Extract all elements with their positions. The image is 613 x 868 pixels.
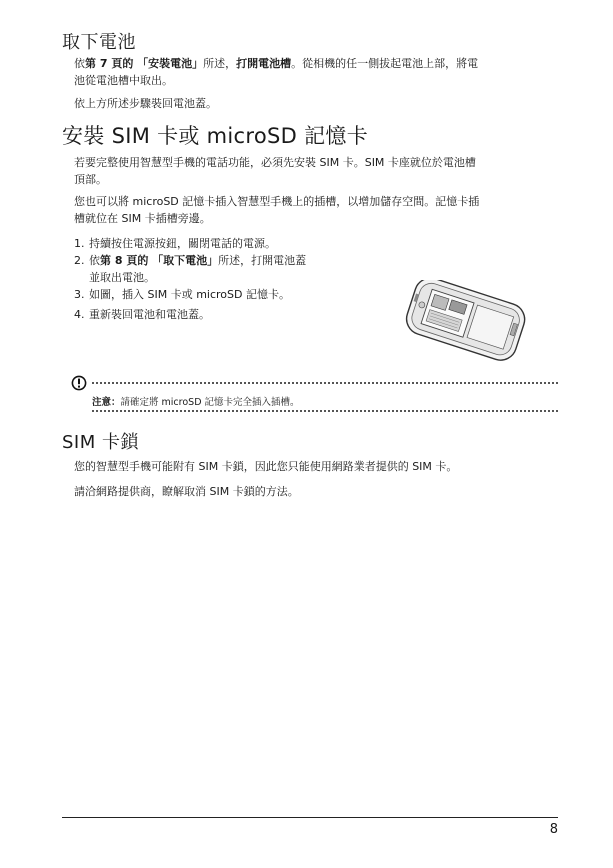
section-title-remove-battery: 取下電池	[62, 32, 136, 53]
paragraph-sim-lock-contact: 請洽網路提供商，瞭解取消 SIM 卡鎖的方法。	[74, 485, 299, 498]
paragraph-sim-lock: 您的智慧型手機可能附有 SIM 卡鎖，因此您只能使用網路業者提供的 SIM 卡。	[74, 460, 458, 473]
note-divider-top	[92, 382, 558, 384]
note-text: 注意：請確定將 microSD 記憶卡完全插入插槽。	[92, 397, 300, 408]
list-item-step-2: 2. 依第 8 頁的 「取下電池」所述，打開電池蓋 並取出電池。	[74, 254, 307, 284]
footer-divider	[62, 817, 558, 818]
list-item-step-3: 3. 如圖，插入 SIM 卡或 microSD 記憶卡。	[74, 288, 290, 301]
note-label: 注意：	[92, 397, 121, 408]
paragraph-remove-battery: 依第 7 頁的 「安裝電池」所述，打開電池槽。從相機的任一側拔起電池上部，將電 池從電池槽中取出。	[74, 57, 479, 87]
paragraph-sim-intro: 若要完整使用智慧型手機的電話功能，必須先安裝 SIM 卡。SIM 卡座就位於電池槽 頂部。	[74, 156, 476, 186]
cross-reference: 第 8 頁的 「取下電池」	[100, 254, 219, 267]
note-divider-bottom	[92, 410, 558, 412]
page-number: 8	[549, 822, 558, 837]
paragraph-replace-cover: 依上方所述步驟裝回電池蓋。	[74, 97, 217, 110]
cross-reference: 第 7 頁的 「安裝電池」	[85, 57, 204, 70]
list-item-step-4: 4. 重新裝回電池和電池蓋。	[74, 308, 210, 321]
phone-battery-illustration	[400, 280, 530, 362]
paragraph-microsd-intro: 您也可以將 microSD 記憶卡插入智慧型手機上的插槽，以增加儲存空間。記憶卡插 槽就位在 SIM 卡插槽旁邊。	[74, 195, 480, 225]
warning-icon	[71, 375, 87, 391]
section-title-sim-lock: SIM 卡鎖	[62, 432, 139, 453]
section-title-install-sim: 安裝 SIM 卡或 microSD 記憶卡	[62, 124, 369, 148]
list-item-step-1: 1. 持續按住電源按鈕，關閉電話的電源。	[74, 237, 276, 250]
